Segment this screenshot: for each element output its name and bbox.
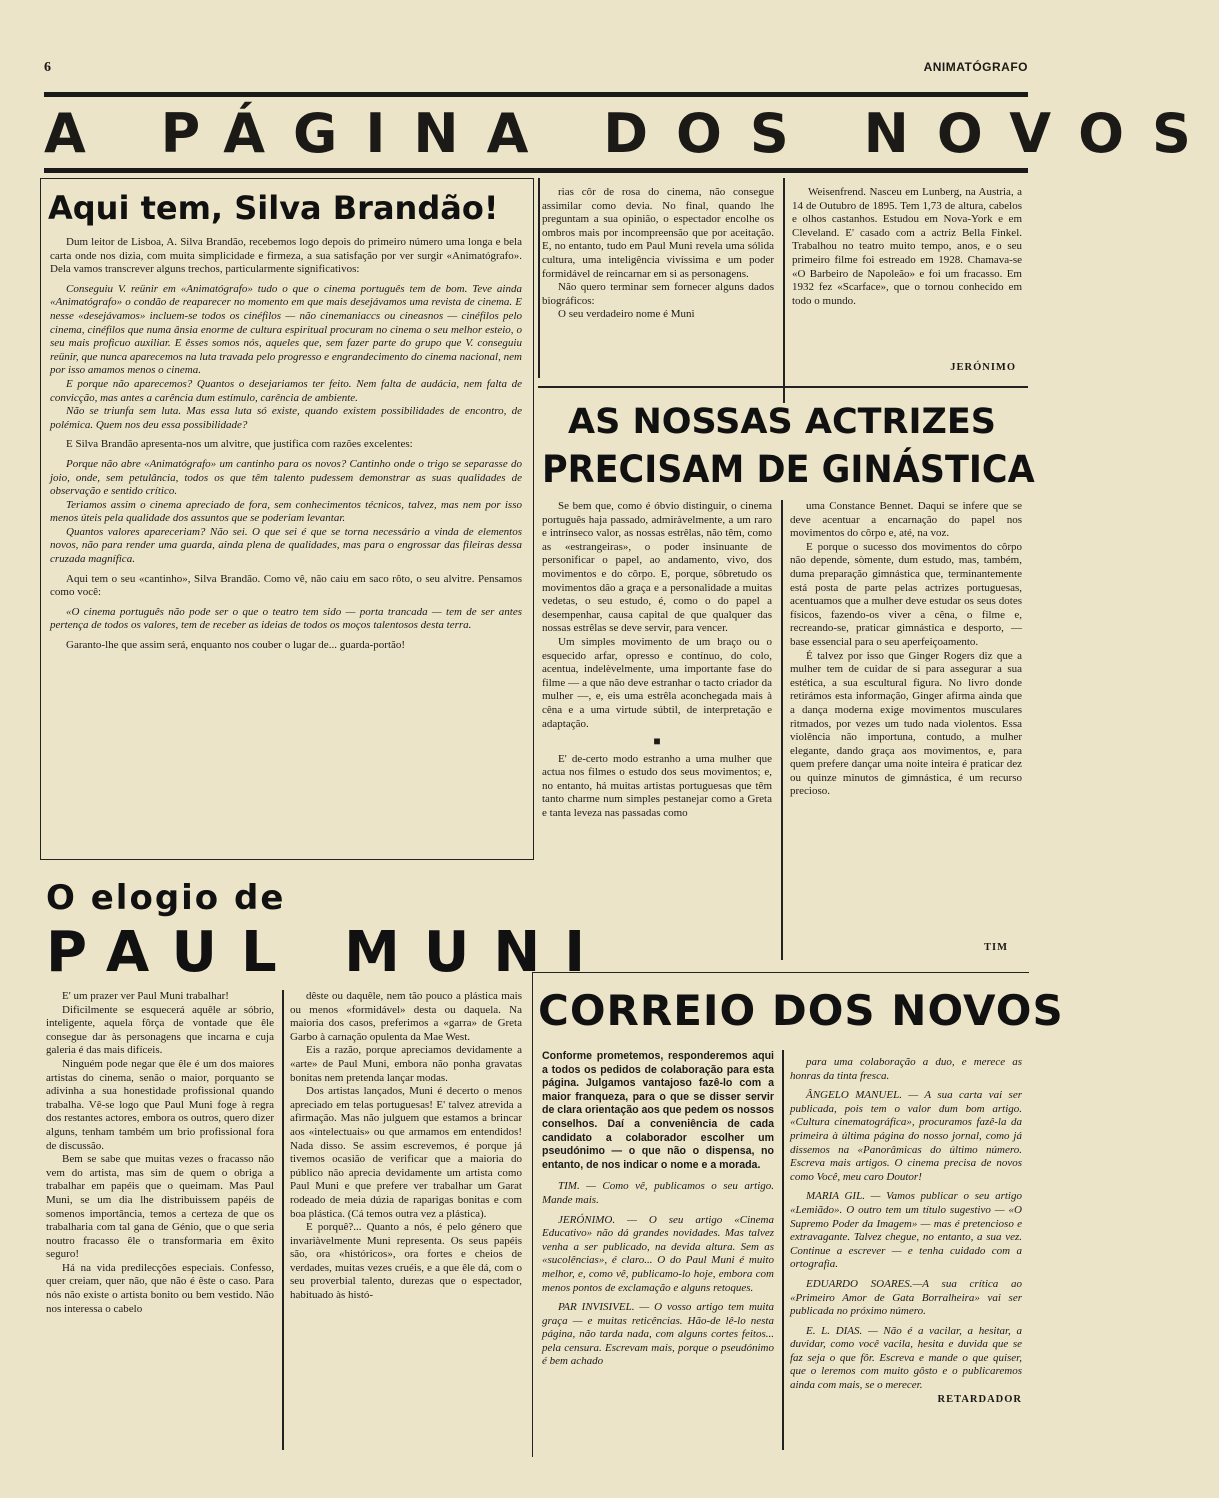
paragraph: Um simples movimento de um braço ou o esquecido arfar, opresso e contínuo, do colo, acentua, indelèvelmente, uma importante fase do filme — a que não deve estranhar o tacto criador da mulher —, e, eis uma estrêla aconchegada mais à cêna e a uma virtude súbtil, de interpretação e adaptação. [542,635,772,730]
column-divider [282,990,284,1450]
article-title-actrizes-line2: PRECISAM DE GINÁSTICA [542,448,1035,492]
paragraph: Não quero terminar sem fornecer alguns dados biográficos: [542,281,774,307]
column-divider [783,178,785,403]
quote-paragraph: Não se triunfa sem luta. Mas essa luta só existe, quando existem possibilidades de encontro, de polémica. Quem nos deu essa possibilidade? [50,405,522,431]
paragraph: Garanto-lhe que assim será, enquanto nos couber o lugar de... guarda-portão! [66,639,406,652]
article-title-silva-brandao: Aqui tem, Silva Brandão! [48,189,499,227]
paragraph: É talvez por isso que Ginger Rogers diz que a mulher tem de cuidar de si para assegurar a sua estética, a sua escultural figura. No livro donde retirámos esta informação, Ginger afirma ainda que a dança moderna exige movimentos musculares ritmados, por vezes um tudo nada violentos. Essa violência não importuna, contudo, a mulher elegante, dando graça aos movimentos, e, para quem prefere dançar uma noite inteira é praticar dez ou quinze minutos de gimnástica, é um recurso precioso. [790,649,1022,798]
paragraph: Há na vida predilecções especiais. Confesso, quer creiam, quer não, que não é êste o caso. Para nós não existe o artista bonito ou bem vestido. Não nos interessa o cabelo [46,1261,274,1315]
quote-paragraph: Quantos valores apareceriam? Não sei. O que sei é que se torna necessário a vinda de elementos novos, não para render uma guarda, ainda plena de qualidades, mas para o engrossar das fileiras dessa cruzada magnífica. [50,525,522,566]
paragraph: Weisenfrend. Nasceu em Lunberg, na Austria, a 14 de Outubro de 1895. Tem 1,73 de altura, cabelos e olhos castanhos. Estudou em Nova-York e em Cleveland. E' casado com a actriz Bella Finkel. Trabalhou no teatro muito tempo, anos, e o seu primeiro filme foi estreado em 1928. Chamava-se «O Barbeiro de Napoleão» e foi um fracasso. Em 1932 fez «Scarface», que o tornou conhecido em todo o mundo. [792,186,1022,307]
page-banner: A PÁGINA DOS NOVOS [44,102,1219,165]
actrizes-column-2 [790,500,1022,799]
letter-reply: ÂNGELO MANUEL. — A sua carta vai ser publicada, pois tem o valor dum bom artigo. «Cultura cinematográfica», procuramos fazê-la da primeira à última página do nosso jornal, como já dissemos na «Panorâmicas do último número. Escreva mais artigos. O cinema precisa de novos como Você, meu caro Doutor! [790,1089,1022,1183]
column-divider [782,1050,784,1450]
article-title-paul-muni-line2: PAUL MUNI [46,920,610,985]
paragraph: uma Constance Bennet. Daqui se infere que se deve acentuar a encarnação do papel nos movimentos do côrpo e, até, na voz. [790,500,1022,540]
signature-tim: TIM [984,942,1008,953]
paragraph: Ninguém pode negar que êle é um dos maiores artistas do cinema, senão o maior, porquanto se adivinha a sua honestidade profissional quando trabalha. Vê-se logo que Paul Muni foge à regra dos restantes actores, embora os outros, quero dizer alguns, tenham também um brio profissional fora de discussão. [46,1057,274,1152]
quote-paragraph: Porque não abre «Animatógrafo» um cantinho para os novos? Cantinho onde o trigo se separasse do joio, onde, sem petulância, todos os que têm talento pudessem demonstrar as suas qualidades de observação e sentido crítico. [50,457,522,498]
paragraph: Eis a razão, porque apreciamos devidamente a «arte» de Paul Muni, embora não ponha gravatas bonitas nem pretenda lançar modas. [290,1044,522,1084]
paragraph: Se bem que, como é óbvio distinguir, o cinema português haja passado, admiràvelmente, a um raro e intrínseco valor, as nossas estrêlas, não têm, como as «estrangeiras», o poder insinuante de personificar o papel, ao andamento, vivo, dos movimentos e do côrpo. E, porque, sôbretudo os movimentos dão a graça e a personalidade a muitas vedetas, o seu estudo, é, como o do papel a desempenhar, causa capital de que qualquer das nossas estrêlas se deve servir, para vencer. [542,500,772,635]
correio-column-1 [542,1050,774,1369]
paragraph: Dificilmente se esquecerá aquêle ar sóbrio, inteligente, aquela fôrça de vontade que êle consegue dar às personagens que incarna e cuja galeria é das mais difíceis. [46,1003,274,1057]
signature-retardador: RETARDADOR [937,1393,1022,1405]
paragraph: E' de-certo modo estranho a uma mulher que actua nos filmes o estudo dos seus movimentos; e, no entanto, há muitas artistas portuguesas que têm tanto charme num simples pestanejar como a Greta e tanta leveza nas passadas como [542,752,772,820]
article-title-actrizes-line1: AS NOSSAS ACTRIZES [568,402,996,442]
page-number: 6 [44,60,51,75]
banner-bottom-rule [44,168,1028,173]
paragraph: dêste ou daquêle, nem tão pouco a plástica mais ou menos «formidável» desta ou daquela. Na maioria dos casos, preferimos a «garra» de Greta Garbo à carnação opulenta da Mae West. [290,990,522,1043]
letter-reply: MARIA GIL. — Vamos publicar o seu artigo «Lemiãdo». O outro tem um título sugestivo — «O Supremo Poder da Imagem» — mas é pretencioso e extravagante. Talvez chegue, no entanto, a sua vez. Continue a escrever — e tenha cuidado com a ortografia. [790,1190,1022,1271]
article-title-paul-muni-line1: O elogio de [46,878,286,918]
paragraph: E Silva Brandão apresenta-nos um alvitre, que justifica com razões excelentes: [66,438,413,451]
section-ornament: ■ [653,734,661,749]
paul-muni-column-1 [46,990,274,1316]
correio-intro: Conforme prometemos, responderemos aqui a todos os pedidos de colaboração para esta página. Julgamos vantajoso fazê-lo com a maior franqueza, para o que se disser servir de clara orientação aos que pedem os nossos conselhos. Daí a conveniência de cada candidato a colaborador escolher um pseudónimo — o que não o dispensa, no entanto, de nos indicar o nome e a morada. [542,1050,774,1171]
paragraph: Aqui tem o seu «cantinho», Silva Brandão. Como vê, não caiu em saco rôto, o seu alvitre. Pensamos como você: [50,572,522,599]
letter-reply: JERÓNIMO. — O seu artigo «Cinema Educativo» não dá grandes novidades. Mas talvez venha a ser publicado, na devida altura. Sem as «sucolências», é claro... O do Paul Muni é muito melhor, e, como vê, publicamo-lo hoje, embora com menos pontos de exclamação e alguns retoques. [542,1213,774,1294]
quote-paragraph: Teriamos assim o cinema apreciado de fora, sem conhecimentos técnicos, talvez, mas nem por isso menos úteis pela qualidade dos assuntos que se poderiam levantar. [50,498,522,525]
paragraph: E porque o sucesso dos movimentos do côrpo não depende, sòmente, dum estudo, mas, também, duma preparação gimnástica que, terminantemente está posta de parte pelas actrizes portuguesas, acentuamos que a mulher deve estudar os seus dotes físicos, fazendo-os viver a cêna, o filme e, recreando-se, praticar gimnástica e desporto, — base essencial para o seu aperfeiçoamento. [790,540,1022,648]
signature-jeronimo: JERÓNIMO [950,362,1016,373]
masthead: ANIMATÓGRAFO [923,60,1028,74]
column-divider [538,178,540,378]
letter-reply: E. L. DIAS. — Não é a vacilar, a hesitar, a duvidar, como você vacila, hesita e duvida que se faz seja o que fôr. Escreva e mande o que quiser, que o leremos com muito gôsto e o publicaremos ainda com mais, se o merecer. [790,1324,1022,1392]
correio-column-2 [790,1050,1022,1406]
quote-paragraph: E porque não aparecemos? Quantos o desejariamos ter feito. Nem falta de audácia, nem falta de convicção, mas antes a carência dum estímulo, carência de ambiente. [50,377,522,404]
paragraph: Dum leitor de Lisboa, A. Silva Brandão, recebemos logo depois do primeiro número uma longa e bela carta onde nos dizia, com muita simplicidade e firmeza, a sua satisfação por ver surgir «Animatógrafo». Dela vamos transcrever alguns trechos, particularmente significativos: [50,236,522,276]
article-body-silva-brandao [50,236,522,653]
quote-paragraph: «O cinema português não pode ser o que o teatro tem sido — porta trancada — tem de ser antes pertença de todos os valores, tem de receber as ideias de todos os moços talentosos desta terra. [50,605,522,632]
letter-reply: TIM. — Como vê, publicamos o seu artigo. Mande mais. [542,1180,774,1206]
article-title-correio: CORREIO DOS NOVOS [538,986,1064,1035]
paragraph: Bem se sabe que muitas vezes o fracasso não vem do artista, mas sim de quem o obriga a trabalhar em papéis que o queimam. Mas Paul Muni, se um dia lhe distribuissem papéis de somenos importância, temos a certeza de que os trabalharia com tal gana de Génio, que o que seria noutro fracasso êle o transformaria em êxito seguro! [46,1153,274,1261]
letter-reply: para uma colaboração a duo, e merece as honras da tinta fresca. [790,1056,1022,1082]
paragraph: O seu verdadeiro nome é Muni [558,308,695,321]
paul-muni-column-4 [792,186,1022,308]
letter-reply: PAR INVISIVEL. — O vosso artigo tem muita graça — e muitas reticências. Hão-de lê-lo nesta página, não tarda nada, com alguns cortes feitos... pela censura. Escrevam mais, porque o pseudónimo é bem achado [542,1301,774,1368]
paul-muni-column-2 [290,990,522,1303]
section-rule [538,386,1028,388]
letter-reply: EDUARDO SOARES.—A sua crítica ao «Primeiro Amor de Gata Borralheira» vai ser publicada no próximo número. [790,1277,1022,1318]
column-divider [781,500,783,960]
banner-top-rule [44,92,1028,97]
paragraph: E porquê?... Quanto a nós, é pelo género que invariàvelmente Muni representa. Os seus papéis são, ora «históricos», ora fortes e cheios de verdades, muitas vezes cruéis, e a que êle dá, com o seu proverbial talento, durezas que o espectador, habituado às histó- [290,1221,522,1302]
actrizes-column-1 [542,500,772,821]
paragraph: E' um prazer ver Paul Muni trabalhar! [62,990,229,1002]
paul-muni-column-3 [542,186,774,322]
paragraph: rias côr de rosa do cinema, não consegue assimilar como devia. No final, quando lhe preguntam a sua opinião, o espectador encolhe os ombros mais por incompreensão que por aceitação. E, no entanto, tudo em Paul Muni revela uma sólida cultura, uma inteligência vivíssima e um poder formidável de reincarnar em si as personagens. [542,186,774,280]
quote-paragraph: Conseguiu V. reünir em «Animatógrafo» tudo o que o cinema português tem de bom. Teve ainda «Animatógrafo» o condão de reaparecer no momento em que mais desejávamos uma revista de cinema. E nesse «desejávamos» incluem-se todos os cinéfilos — não cinemaniaccs ou cineasnos — cinéfilos pelo cinema, cinéfilos que numa ânsia enorme de cultura espiritual procuram no cinema o seu melhor esteio, o seu mais proficuo auxiliar. E êsses somos nós, aqueles que, sem fazer parte do grupo que V. conseguiu reünir, que nunca aparecemos na luta travada pelo progresso e engrandecimento do cinema nacional, nem por isso amamos menos o cinema. [50,282,522,377]
paragraph: Dos artistas lançados, Muni é decerto o menos apreciado em telas portuguesas! E' talvez atrevida a afirmação. Mas não julguem que estamos a brincar aos «intelectuais» ou que armamos em entendidos! Nada disso. Se assim escrevemos, é porque já tivemos ocasião de verificar que a maioria do público não aprecia devidamente um artista como Paul Muni e que prefere ver trabalhar um Garat rodeado de meia dúzia de raparigas bonitas e com boa plástica. (Cá temos outra vez a plástica). [290,1085,522,1220]
